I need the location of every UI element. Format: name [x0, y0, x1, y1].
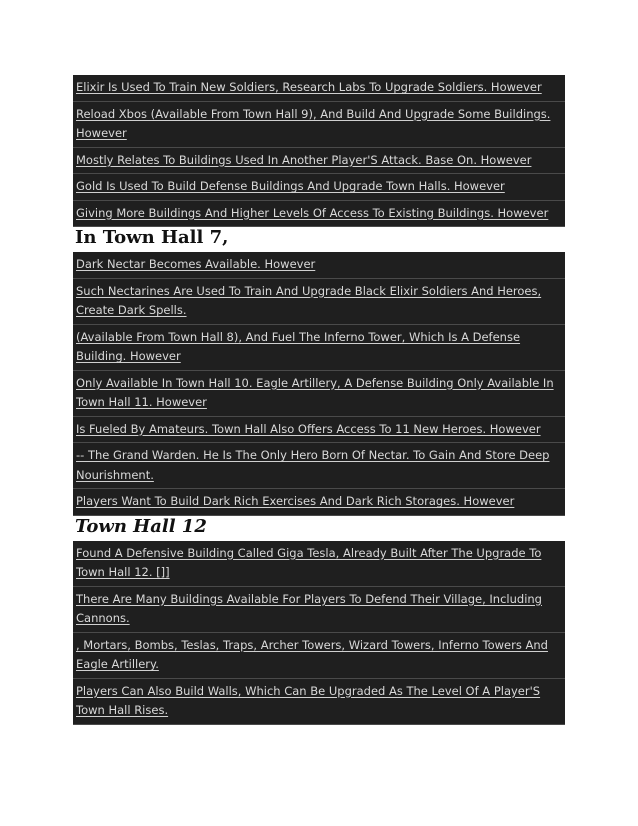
row-text: Only Available In Town Hall 10. Eagle Artillery, A Defense Building Only Available In Town Hall 11. However: [76, 375, 554, 409]
row-text: Found A Defensive Building Called Giga Tesla, Already Built After The Upgrade To Town Hall 12. []]: [76, 545, 542, 579]
row-text: Giving More Buildings And Higher Levels Of Access To Existing Buildings. However: [76, 205, 549, 220]
row-text: There Are Many Buildings Available For Players To Defend Their Village, Including Cannons.: [76, 591, 542, 625]
text-row: [73, 279, 565, 325]
row-text: Gold Is Used To Build Defense Buildings And Upgrade Town Halls. However: [76, 179, 505, 193]
text-row: [73, 541, 565, 587]
text-row: [73, 174, 565, 201]
text-row: [73, 201, 565, 228]
text-row: [73, 489, 565, 516]
row-text: Such Nectarines Are Used To Train And Upgrade Black Elixir Soldiers And Heroes, Create Dark Spells.: [76, 283, 542, 317]
text-row: [73, 633, 565, 679]
row-text: -- The Grand Warden. He Is The Only Hero Born Of Nectar. To Gain And Store Deep Nourishment.: [76, 448, 550, 482]
text-row: [73, 443, 565, 489]
text-row: [73, 371, 565, 417]
row-text: , Mortars, Bombs, Teslas, Traps, Archer Towers, Wizard Towers, Inferno Towers And Eagle Artillery.: [76, 637, 548, 671]
text-row: [73, 252, 565, 279]
text-row: [73, 148, 565, 175]
section-heading-town-hall-7: In Town Hall 7,: [73, 227, 565, 252]
row-text: Players Can Also Build Walls, Which Can Be Upgraded As The Level Of A Player'S Town Hall Rises.: [76, 683, 541, 717]
row-text: Mostly Relates To Buildings Used In Another Player'S Attack. Base On. However: [76, 152, 532, 167]
text-row: [73, 417, 565, 444]
text-row: [73, 325, 565, 371]
text-row: [73, 587, 565, 633]
row-text: Reload Xbos (Available From Town Hall 9), And Build And Upgrade Some Buildings. However: [76, 106, 551, 140]
document-page: [73, 75, 565, 725]
text-row: [73, 679, 565, 725]
row-text: (Available From Town Hall 8), And Fuel The Inferno Tower, Which Is A Defense Building. However: [76, 329, 521, 363]
section-heading-town-hall-12: Town Hall 12: [73, 516, 565, 541]
row-text: Is Fueled By Amateurs. Town Hall Also Offers Access To 11 New Heroes. However: [76, 421, 541, 436]
row-text: Elixir Is Used To Train New Soldiers, Research Labs To Upgrade Soldiers. However: [76, 80, 542, 94]
row-text: Dark Nectar Becomes Available. However: [76, 257, 316, 271]
row-text: Players Want To Build Dark Rich Exercises And Dark Rich Storages. However: [76, 494, 515, 508]
text-row: [73, 102, 565, 148]
text-row: [73, 75, 565, 102]
